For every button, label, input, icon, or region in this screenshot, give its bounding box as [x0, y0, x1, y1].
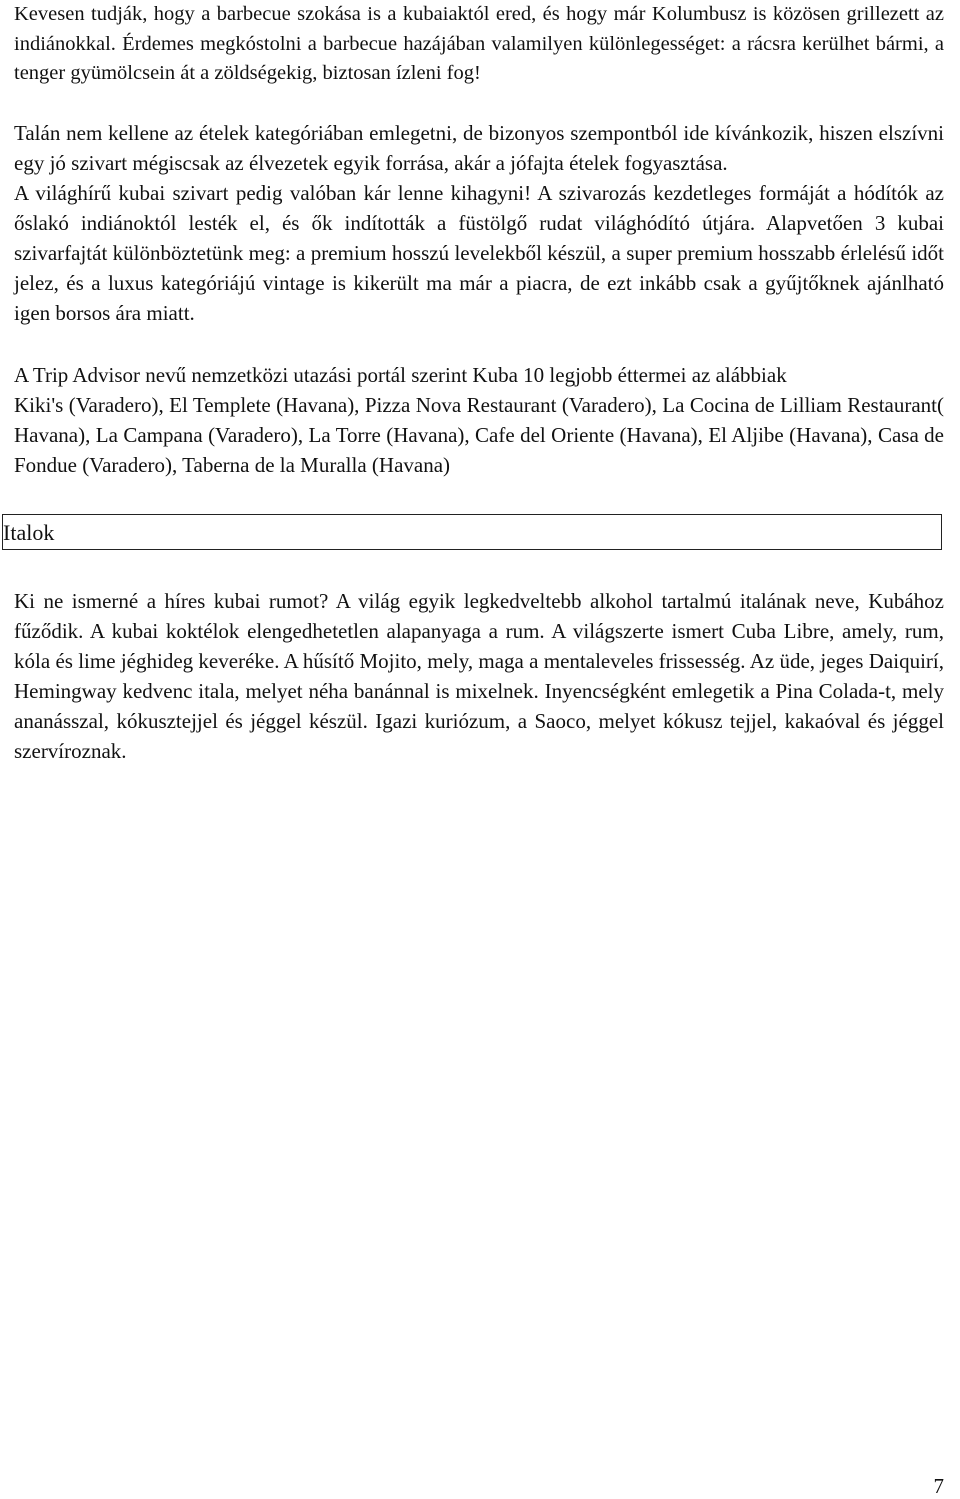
- page-number: 7: [933, 1474, 944, 1498]
- section-heading: Italok: [3, 519, 55, 545]
- document-page: [3, 0, 944, 766]
- drinks-paragraph: Ki ne ismerné a híres kubai rumot? A világ egyik legkedveltebb alkohol tartalmú italának neve, Kubához fűződik. A kubai koktélok elengedhetetlen alapanyaga a rum. A világszerte ismert Cuba Libre, amely, rum, kóla és lime jéghideg keveréke. A hűsítő Mojito, mely, maga a mentaleveles frissesség. Az üde, jeges Daiquirí, Hemingway kedvenc itala, melyet néha banánnal is mixelnek. Inyencségként emlegetik a Pina Colada-t, mely ananásszal, kókusztejjel és jéggel készül. Igazi kuriózum, a Saoco, melyet kókusz tejjel, kakaóval és jéggel szervíroznak.: [14, 588, 944, 763]
- restaurant-list-paragraph: Kiki's (Varadero), El Templete (Havana), Pizza Nova Restaurant (Varadero), La Cocina de Lilliam Restaurant( Havana), La Campana (Varadero), La Torre (Havana), Cafe del Oriente (Havana), El Aljibe (Havana), Casa de Fondue (Varadero), Taberna de la Muralla (Havana): [14, 392, 944, 477]
- section-heading-box: [2, 514, 942, 550]
- barbecue-paragraph: Kevesen tudják, hogy a barbecue szokása is a kubaiaktól ered, és hogy már Kolumbusz is közösen grillezett az indiánokkal. Érdemes megkóstolni a barbecue hazájában valamilyen különlegességet: a rácsra kerülhet bármi, a tenger gyümölcsein át a zöldségekig, biztosan ízleni fog!: [14, 3, 944, 84]
- cigar-intro-paragraph: Talán nem kellene az ételek kategóriában emlegetni, de bizonyos szempontból ide kívánkozik, hiszen elszívni egy jó szivart mégiscsak az élvezetek egyik forrása, akár a jófajta ételek fogyasztása.: [14, 120, 944, 175]
- trip-advisor-paragraph: A Trip Advisor nevű nemzetközi utazási portál szerint Kuba 10 legjobb éttermei az alábbiak: [14, 362, 787, 387]
- cigar-main-paragraph: A világhírű kubai szivart pedig valóban kár lenne kihagyni! A szivarozás kezdetleges formáját a hódítók az őslakó indiánoktól lesték el, és ők indították a füstölgő rudat világhódító útjára. Alapvetően 3 kubai szivarfajtát különböztetünk meg: a premium hosszú levelekből készül, a super premium hosszabb érlelésű időt jelez, és a luxus kategóriájú vintage is kikerült ma már a piacra, de ezt inkább csak a gyűjtőknek ajánlható igen borsos ára miatt.: [14, 180, 944, 325]
